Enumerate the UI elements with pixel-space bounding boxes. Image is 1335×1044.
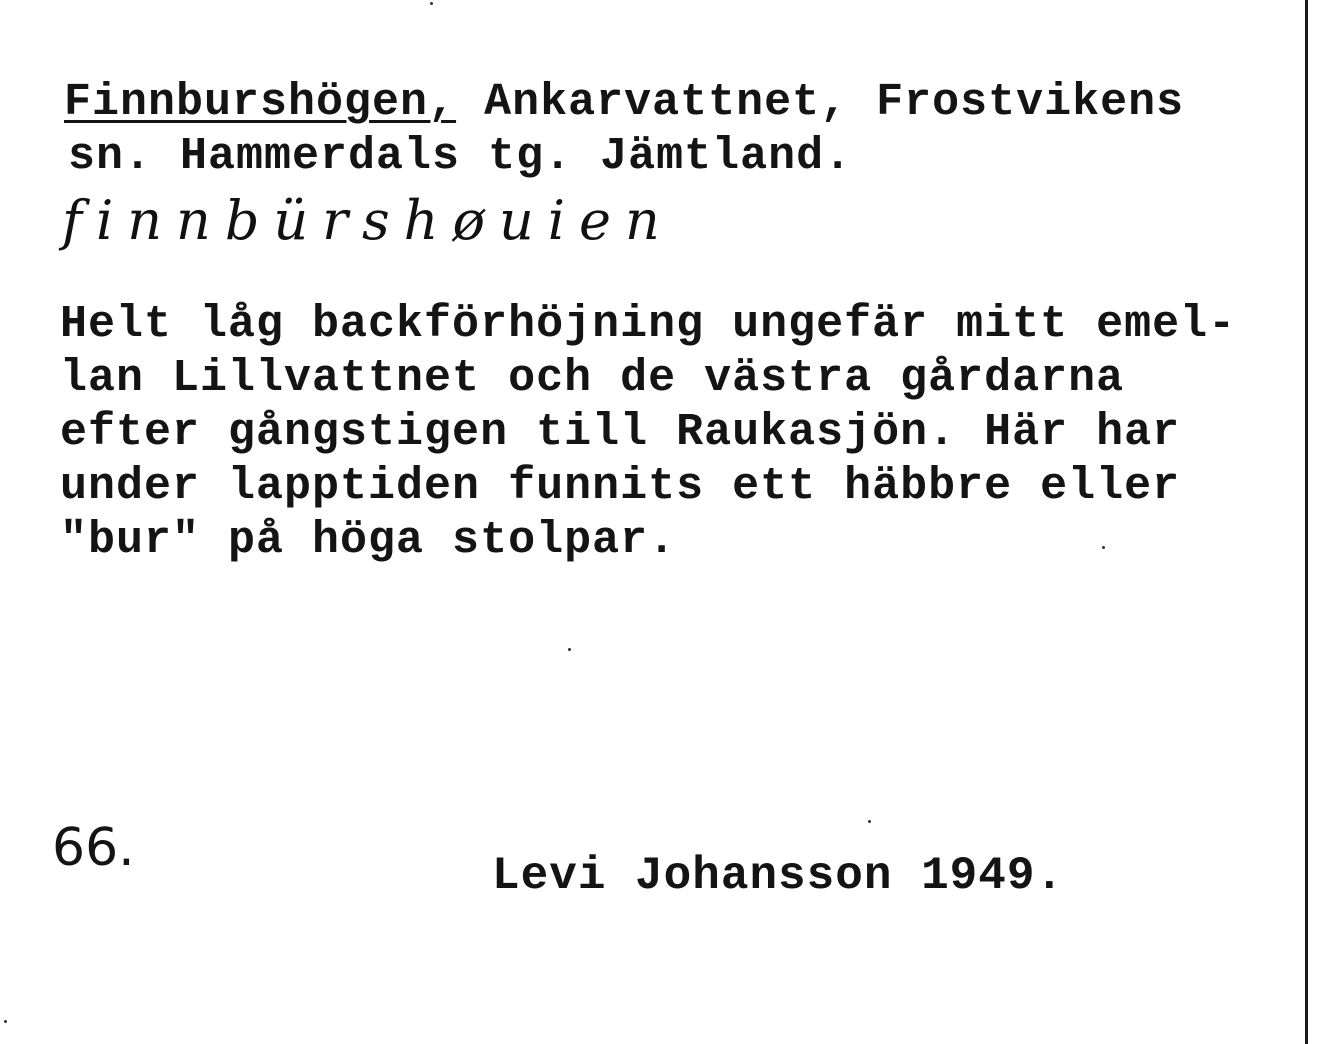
scan-speck — [1102, 546, 1105, 549]
scan-speck — [4, 1020, 7, 1023]
author-signature: Levi Johansson 1949. — [492, 850, 1065, 902]
place-name: Finnburshögen, — [64, 77, 457, 128]
body-line: "bur" på höga stolpar. — [60, 515, 677, 566]
record-number: 66. — [52, 818, 135, 878]
body-line: lan Lillvattnet och de västra gårdarna — [60, 353, 1125, 404]
body-line: under lapptiden funnits ett häbbre eller — [60, 461, 1181, 512]
header-line-2: sn. Hammerdals tg. Jämtland. — [68, 131, 853, 182]
card-right-edge — [1305, 0, 1308, 1044]
handwritten-pronunciation: finnbürshøuien — [62, 189, 674, 252]
scan-speck — [868, 820, 871, 823]
place-location: Ankarvattnet, Frostvikens — [456, 77, 1185, 128]
body-line: efter gångstigen till Raukasjön. Här har — [60, 407, 1181, 458]
header-line-1 — [64, 78, 1184, 128]
scan-speck — [430, 2, 433, 5]
body-line: Helt låg backförhöjning ungefär mitt emel- — [60, 299, 1237, 350]
scan-speck — [568, 648, 571, 651]
